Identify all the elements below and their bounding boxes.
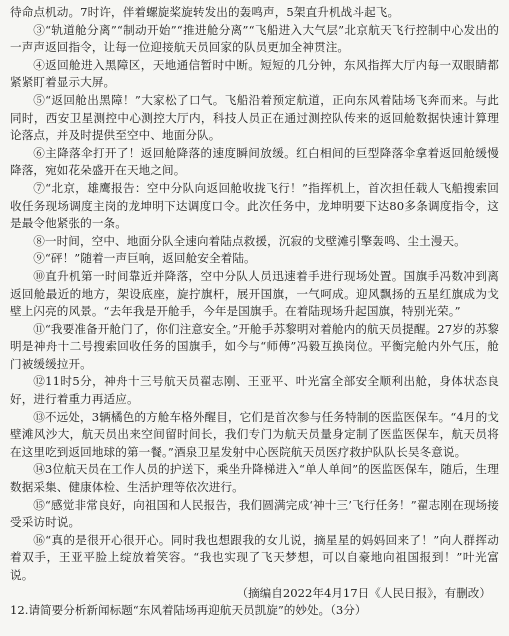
paragraph: ⑫11时5分，神舟十三号航天员翟志刚、王亚平、叶光富全部安全顺利出舱，身体状态良好，进行着重力再适应。 [10, 374, 499, 407]
paragraph: ⑯“真的是很开心很开心。同时我也想跟我的女儿说，摘星星的妈妈回来了！”向人群挥动着双手，王亚平脸上绽放着笑容。“我也实现了飞天梦想，可以自豪地向祖国报到！”叶光富说。 [10, 532, 499, 582]
paragraph: ③“轨道舱分离”“制动开始”“推进舱分离”“飞船进入大气层”北京航天飞行控制中心发出的一声声返回指令，让每一位迎接航天员回家的队员更加全神贯注。 [10, 22, 499, 55]
paragraph: ④返回舱进入黑障区，天地通信暂时中断。短短的几分钟，东风指挥大厅内每一双眼睛都紧紧盯着显示大屏。 [10, 57, 499, 90]
paragraph: ⑮“感觉非常良好，向祖国和人民报告，我们圆满完成‘神十三’飞行任务！”翟志刚在现场接受采访时说。 [10, 497, 499, 530]
article-source: （摘编自2022年4月17日《人民日报》，有删改） [236, 585, 491, 600]
paragraph: ⑬不远处，3辆橘色的方舱车格外醒目，它们是首次参与任务特制的医监医保车。“4月的戈壁滩风沙大，航天员出来空间留时间长，我们专门为航天员量身定制了医监医保车，航天员将在这里吃到返回地球的第一餐。”酒泉卫星发射中心医院航天员医疗救护队队长吴冬意说。 [10, 409, 499, 459]
paragraph: ⑥主降落伞打开了！返回舱降落的速度瞬间放缓。红白相间的巨型降落伞拿着返回舱缓慢降落，宛如花朵盛开在天地之间。 [10, 145, 499, 178]
article-body [10, 4, 499, 585]
paragraph: ⑪“我要准备开舱门了，你们注意安全。”开舱手苏黎明对着舱内的航天员提醒。27岁的苏黎明是神舟十二号搜索回收任务的国旗手，如今与“师傅”冯毅互换岗位。平衡完舱内外气压，舱门被缓缓拉开。 [10, 321, 499, 371]
paragraph: ⑤“返回舱出黑障！”大家松了口气。飞船沿着预定航道，正向东风着陆场飞奔而来。与此同时，西安卫星测控中心测控大厅内，科技人员正在通过测控队传来的返回舱数据快速计算理论落点，并及时提供至空中、地面分队。 [10, 92, 499, 143]
paragraph: ⑨“砰！”随着一声巨响，返回舱安全着陆。 [33, 251, 256, 266]
paragraph: ⑦“北京，雄鹰报告：空中分队向返回舱收拢飞行！”指挥机上，首次担任载人飞船搜索回收任务现场调度主岗的龙坤明下达调度口令。此次任务中，龙坤明要下达80多条调度指令，这是最令他紧张的一条。 [10, 180, 499, 231]
paragraph: ⑭3位航天员在工作人员的护送下，乘坐升降梯进入“单人单间”的医监医保车，随后，生理数据采集、健康体检、生活护理等依次进行。 [10, 462, 499, 495]
paragraph: ⑧一时间，空中、地面分队全速向着陆点救援，沉寂的戈壁滩引擎轰鸣、尘土漫天。 [33, 233, 466, 248]
paragraph: ⑩直升机第一时间靠近并降落，空中分队人员迅速着手进行现场处置。国旗手冯数冲到离返回舱最近的地方，架设底座，旋拧旗杆，展开国旗，一气呵成。迎风飘扬的五星红旗成为戈壁上闪亮的风景。“去年我是开舱手，今年是国旗手。在着陆现场升起国旗，特别光荣。” [10, 268, 499, 319]
paragraph: 待命点机动。7时许，伴着螺旋桨旋转发出的轰鸣声，5架直升机战斗起飞。 [10, 5, 400, 19]
question-12: 12.请简要分析新闻标题“东风着陆场再迎航天员凯旋”的妙处。（3分） [10, 603, 367, 618]
